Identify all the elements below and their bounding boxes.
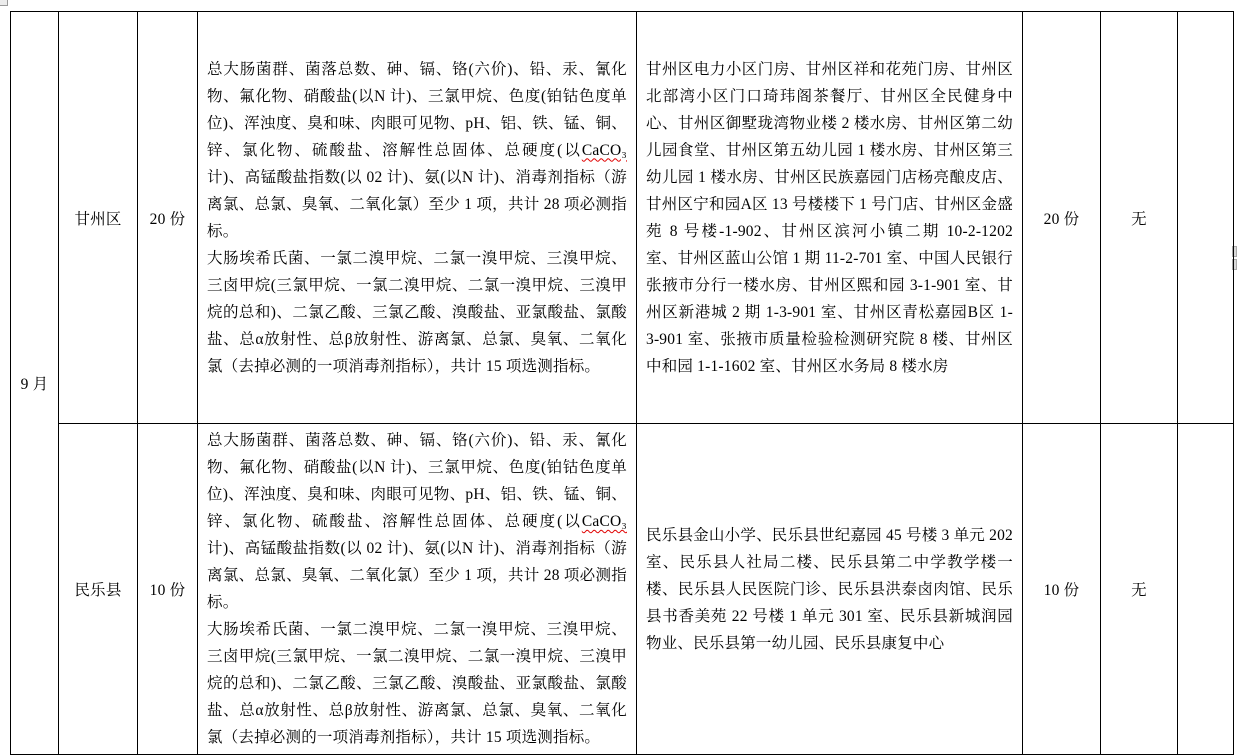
table-row [11,424,1234,755]
indicators-cell [198,424,637,755]
remark-cell: 无 [1101,424,1178,755]
sampling-locations-cell: 甘州区电力小区门房、甘州区祥和花苑门房、甘州区北部湾小区门口琦玮阁茶餐厅、甘州区全民健身中心、甘州区御墅珑湾物业楼 2 楼水房、甘州区第二幼儿园食堂、甘州区第五幼儿园 1 楼水房、甘州区第三幼儿园 1 楼水房、甘州区民族嘉园门店杨亮酿皮店、甘州区宁和园A区 13 号楼楼下 1 号门店、甘州区金盛苑 8 号楼-1-902、甘州区滨河小镇二期 10-2-1202 室、甘州区蓝山公馆 1 期 11-2-701 室、中国人民银行张掖市分行一楼水房、甘州区熙和园 3-1-901 室、甘州区新港城 2 期 1-3-901 室、甘州区青松嘉园B区 1-3-901 室、张掖市质量检验检测研究院 8 楼、甘州区中和园 1-1-1602 室、甘州区水务局 8 楼水房 [637,12,1023,424]
empty-cell [1178,424,1234,755]
sample-count-confirm-cell: 20 份 [1023,12,1101,424]
optional-indicators-text: 大肠埃希氏菌、一氯二溴甲烷、二氯一溴甲烷、三溴甲烷、三卤甲烷(三氯甲烷、一氯二溴甲烷、二氯一溴甲烷、三溴甲烷的总和)、二氯乙酸、三氯乙酸、溴酸盐、亚氯酸盐、氯酸盐、总α放射性、总β放射性、游离氯、总氯、臭氧、二氧化氯（去掉必测的一项消毒剂指标），共计 15 项选测指标。 [207,621,627,746]
sample-count-cell: 10 份 [138,424,198,755]
indicators-text-part2: 计)、高锰酸盐指数(以 02 计)、氨(以N 计)、消毒剂指标（游离氯、总氯、臭氧、二氧化氯）至少 1 项，共计 28 项必测指标。 [207,168,627,240]
optional-indicators-text: 大肠埃希氏菌、一氯二溴甲烷、二氯一溴甲烷、三溴甲烷、三卤甲烷(三氯甲烷、一氯二溴甲烷、二氯一溴甲烷、三溴甲烷的总和)、二氯乙酸、三氯乙酸、溴酸盐、亚氯酸盐、氯酸盐、总α放射性、总β放射性、游离氯、总氯、臭氧、二氧化氯（去掉必测的一项消毒剂指标），共计 15 项选测指标。 [207,249,627,375]
empty-cell [1178,12,1234,424]
sample-count-confirm-cell: 10 份 [1023,424,1101,755]
mandatory-indicators-text [207,427,627,616]
mandatory-indicators-text [207,56,627,245]
indicators-cell [198,12,637,424]
indicators-text-part2: 计)、高锰酸盐指数(以 02 计)、氨(以N 计)、消毒剂指标（游离氯、总氯、臭氧、二氧化氯）至少 1 项，共计 28 项必测指标。 [207,540,627,611]
remark-cell: 无 [1101,12,1178,424]
district-cell: 民乐县 [59,424,138,755]
indicators-text-part1: 总大肠菌群、菌落总数、砷、镉、铬(六价)、铅、汞、氰化物、氟化物、硝酸盐(以N 计)、三氯甲烷、色度(铂钴色度单位)、浑浊度、臭和味、肉眼可见物、pH、铝、铁、锰、铜、锌、氯化物、硫酸盐、溶解性总固体、总硬度(以 [207,60,627,159]
sampling-locations-cell: 民乐县金山小学、民乐县世纪嘉园 45 号楼 3 单元 202 室、民乐县人社局二楼、民乐县第二中学教学楼一楼、民乐县人民医院门诊、民乐县洪泰卤肉馆、民乐县书香美苑 22 号楼 1 单元 301 室、民乐县新城润园物业、民乐县第一幼儿园、民乐县康复中心 [637,424,1023,755]
caco3-spellchecked-term: CaCO₃ [581,513,627,530]
sample-count-cell: 20 份 [138,12,198,424]
indicators-text-part1: 总大肠菌群、菌落总数、砷、镉、铬(六价)、铅、汞、氰化物、氟化物、硝酸盐(以N 计)、三氯甲烷、色度(铂钴色度单位)、浑浊度、臭和味、肉眼可见物、pH、铝、铁、锰、铜、锌、氯化物、硫酸盐、溶解性总固体、总硬度(以 [207,432,627,530]
table-row [11,12,1234,424]
month-cell: 9 月 [11,12,59,755]
table-move-handle[interactable] [0,0,8,6]
district-cell: 甘州区 [59,12,138,424]
caco3-spellchecked-term: CaCO₃ [581,141,627,159]
water-sampling-plan-table [10,11,1234,755]
